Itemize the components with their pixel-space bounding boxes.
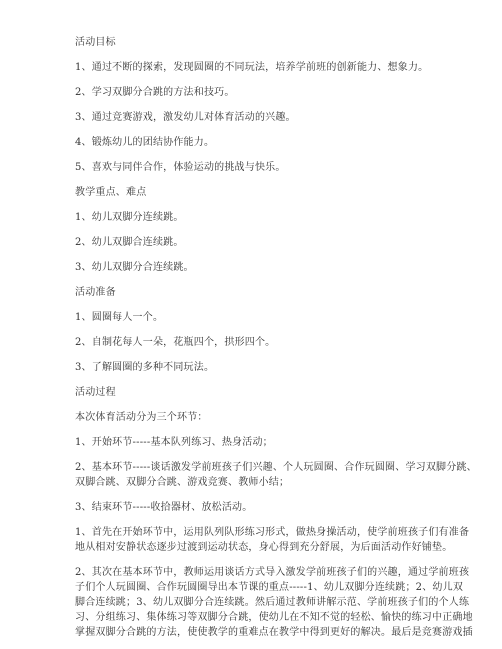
key-point-item-3: 3、幼儿双脚分合连续跳。 xyxy=(75,262,194,273)
paragraph-2-line-3: 脚合连续跳；3、幼儿双脚分合连续跳。然后通过教师讲解示范、学前班孩子们的个人练 xyxy=(75,597,470,608)
process-stage-1: 1、开始环节-----基本队列练习、热身活动； xyxy=(75,437,273,448)
process-stage-2-line-2: 双脚合跳、双脚分合跳、游戏竞赛、教师小结； xyxy=(75,477,290,488)
section-heading-process: 活动过程 xyxy=(75,387,116,398)
process-intro: 本次体育活动分为三个环节： xyxy=(75,412,208,423)
process-stage-2-line-1: 2、基本环节-----谈话激发学前班孩子们兴趣、个人玩圆圈、合作玩圆圈、学习双脚分跳、 xyxy=(75,462,477,473)
key-point-item-1: 1、幼儿双脚分连续跳。 xyxy=(75,212,184,223)
paragraph-2-line-5: 掌握双脚分合跳的方法，使使教学的重难点在教学中得到更好的解决。最后是竞赛游戏插 xyxy=(75,627,473,638)
process-stage-3: 3、结束环节-----收拾器材、放松活动。 xyxy=(75,502,253,513)
paragraph-2-line-4: 习、分组练习、集体练习等双脚分合跳，使幼儿在不知不觉的轻松、愉快的练习中正确地 xyxy=(75,612,473,623)
paragraph-1-line-1: 1、首先在开始环节中，运用队列队形练习形式，做热身操活动，使学前班孩子们有准备 xyxy=(75,527,470,538)
section-heading-goals: 活动目标 xyxy=(75,37,116,48)
goal-item-1: 1、通过不断的探索，发现圆圈的不同玩法，培养学前班的创新能力、想象力。 xyxy=(75,62,429,73)
paragraph-2-line-1: 2、其次在基本环节中，教师运用谈话方式导入激发学前班孩子们的兴趣，通过学前班孩 xyxy=(75,567,470,578)
preparation-item-1: 1、圆圈每人一个。 xyxy=(75,312,164,323)
key-point-item-2: 2、幼儿双脚合连续跳。 xyxy=(75,237,184,248)
section-heading-preparation: 活动准备 xyxy=(75,287,116,298)
goal-item-5: 5、喜欢与同伴合作，体验运动的挑战与快乐。 xyxy=(75,162,286,173)
paragraph-2-line-2: 子们个人玩圆圈、合作玩圆圈导出本节课的重点-----1、幼儿双脚分连续跳；2、幼儿双 xyxy=(75,582,464,593)
goal-item-3: 3、通过竞赛游戏，激发幼儿对体育活动的兴趣。 xyxy=(75,112,296,123)
preparation-item-3: 3、了解圆圈的多种不同玩法。 xyxy=(75,362,215,373)
goal-item-4: 4、锻炼幼儿的团结协作能力。 xyxy=(75,137,215,148)
goal-item-2: 2、学习双脚分合跳的方法和技巧。 xyxy=(75,87,235,98)
section-heading-key-points: 教学重点、难点 xyxy=(75,187,147,198)
paragraph-1-line-2: 地从相对安静状态逐步过渡到运动状态，身心得到充分舒展，为后面活动作好铺垫。 xyxy=(75,542,453,553)
preparation-item-2: 2、自制花每人一朵，花瓶四个，拱形四个。 xyxy=(75,337,276,348)
